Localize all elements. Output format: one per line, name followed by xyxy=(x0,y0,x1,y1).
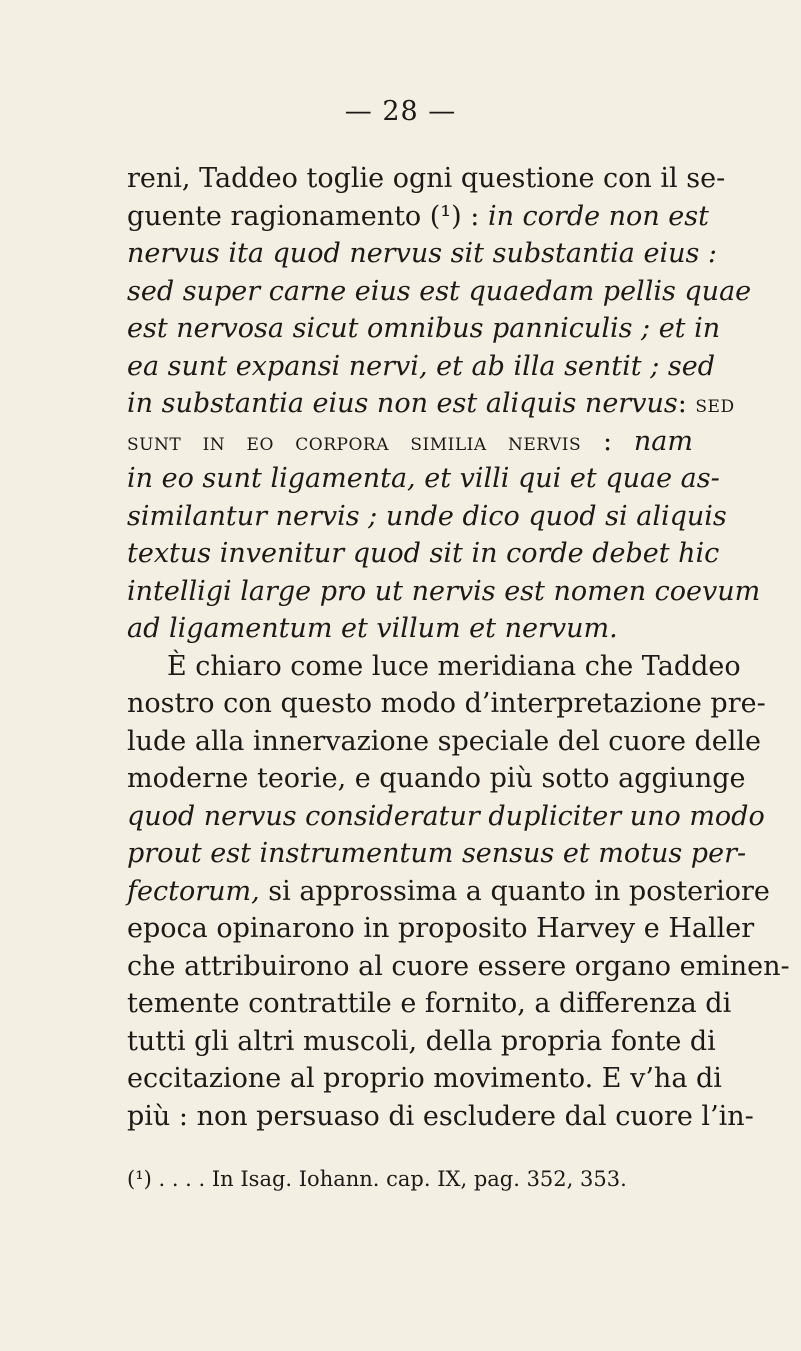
text-line xyxy=(127,423,693,461)
text-line xyxy=(127,348,716,386)
body-text xyxy=(127,160,790,1135)
text-segment: ea sunt expansi nervi, et ab illa sentit ; sed xyxy=(127,350,716,382)
text-segment: più : non persuaso di escludere dal cuore l’in- xyxy=(127,1100,754,1132)
text-segment: prout est instrumentum sensus et motus per- xyxy=(127,838,747,869)
text-line xyxy=(127,948,790,986)
footnote: (¹) . . . . In Isag. Iohann. cap. IX, pag. 352, 353. xyxy=(127,1167,627,1191)
text-segment: che attribuirono al cuore essere organo eminen- xyxy=(127,950,790,982)
text-line xyxy=(127,385,735,423)
text-line xyxy=(127,1060,722,1098)
text-line xyxy=(127,648,741,686)
text-line xyxy=(127,1098,754,1136)
text-segment: nervus ita quod nervus sit substantia eius : xyxy=(127,238,718,269)
text-line xyxy=(127,910,755,948)
text-segment: guente ragionamento (¹) : xyxy=(127,200,488,232)
text-line xyxy=(127,160,726,198)
text-line xyxy=(127,610,693,648)
text-line xyxy=(127,310,721,348)
text-segment: in eo sunt ligamenta, et villi qui et quae as- xyxy=(127,463,720,494)
text-line xyxy=(127,760,746,798)
text-segment: textus invenitur quod sit in corde debet hic xyxy=(127,538,720,569)
text-line xyxy=(127,985,732,1023)
text-segment: reni, Taddeo toglie ogni questione con il se- xyxy=(127,163,726,194)
text-line xyxy=(127,723,762,761)
text-segment: quod nervus consideratur dupliciter uno modo xyxy=(127,800,765,832)
text-line xyxy=(127,573,761,611)
text-segment: : xyxy=(581,425,634,457)
text-segment: ad ligamentum et villum et nervum. xyxy=(127,613,618,644)
text-line xyxy=(127,835,747,873)
text-segment: : xyxy=(677,388,696,419)
text-line xyxy=(127,235,718,273)
text-line xyxy=(127,873,770,911)
text-segment: lude alla innervazione speciale del cuore delle xyxy=(127,725,762,757)
text-line xyxy=(127,273,752,311)
text-line xyxy=(127,198,709,236)
text-segment: in corde non est xyxy=(487,200,709,232)
text-segment: sed super carne eius est quaedam pellis quae xyxy=(127,275,752,307)
text-segment: in substantia eius non est aliquis nervus xyxy=(127,388,678,419)
page-number: — 28 — xyxy=(344,96,457,127)
text-segment: sed xyxy=(695,390,735,418)
text-segment: eccitazione al proprio movimento. E v’ha di xyxy=(127,1063,722,1094)
text-segment: est nervosa sicut omnibus panniculis ; et in xyxy=(127,313,721,344)
text-line xyxy=(127,460,720,498)
text-segment: similantur nervis ; unde dico quod si aliquis xyxy=(127,500,727,532)
text-line xyxy=(127,535,720,573)
text-segment: È chiaro come luce meridiana che Taddeo xyxy=(167,650,741,682)
text-segment: tutti gli altri muscoli, della propria fonte di xyxy=(127,1025,716,1057)
text-segment: epoca opinarono in proposito Harvey e Haller xyxy=(127,913,755,944)
text-segment: intelligi large pro ut nervis est nomen coevum xyxy=(127,575,761,607)
text-segment: temente contrattile e fornito, a differenza di xyxy=(127,988,732,1019)
text-line xyxy=(127,685,766,723)
text-segment: nam xyxy=(633,425,693,457)
text-segment: nostro con questo modo d’interpretazione pre- xyxy=(127,688,766,719)
text-line xyxy=(127,1023,716,1061)
text-line xyxy=(127,798,765,836)
text-segment: fectorum, xyxy=(127,875,260,907)
text-segment: moderne teorie, e quando più sotto aggiunge xyxy=(127,763,746,794)
text-segment: si approssima a quanto in posteriore xyxy=(259,875,770,907)
text-line xyxy=(127,498,727,536)
text-segment: sunt in eo corpora similia nervis xyxy=(127,427,582,456)
